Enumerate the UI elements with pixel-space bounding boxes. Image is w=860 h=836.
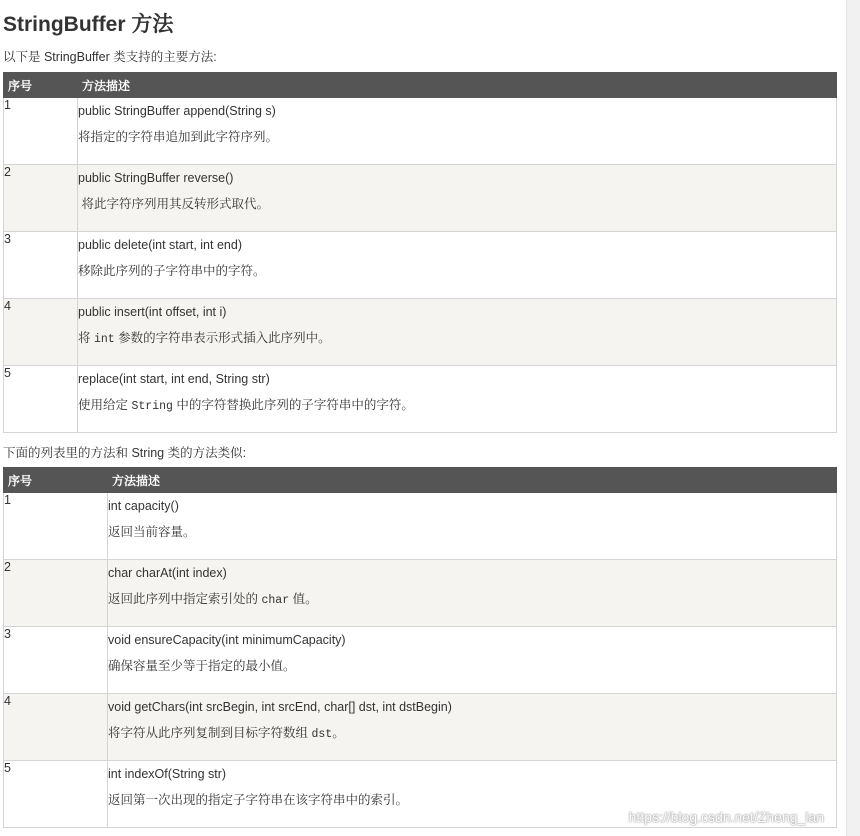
method-note-text: 值。 bbox=[289, 592, 318, 606]
method-description-cell bbox=[108, 694, 837, 761]
method-note-text: 中的字符替换此序列的子字符串中的字符。 bbox=[172, 398, 414, 412]
row-number: 2 bbox=[4, 560, 108, 627]
method-description-cell bbox=[78, 165, 837, 232]
method-note-text: 使用给定 bbox=[78, 398, 132, 412]
table-row bbox=[4, 232, 837, 299]
row-number: 5 bbox=[4, 366, 78, 433]
table-row bbox=[4, 98, 837, 165]
method-signature: public StringBuffer append(String s) bbox=[78, 104, 276, 118]
method-note-text: 移除此序列的子字符串中的字符。 bbox=[78, 264, 266, 278]
column-header-number: 序号 bbox=[4, 468, 108, 493]
row-number: 1 bbox=[4, 493, 108, 560]
table-row bbox=[4, 627, 837, 694]
inline-code: dst bbox=[311, 728, 333, 741]
method-description-cell bbox=[108, 493, 837, 560]
row-number: 3 bbox=[4, 627, 108, 694]
row-number: 3 bbox=[4, 232, 78, 299]
method-description-cell bbox=[78, 98, 837, 165]
method-description-cell bbox=[108, 560, 837, 627]
row-number: 2 bbox=[4, 165, 78, 232]
method-signature: char charAt(int index) bbox=[108, 566, 227, 580]
method-note-text: 返回当前容量。 bbox=[108, 525, 196, 539]
method-note bbox=[78, 124, 836, 150]
method-description-cell bbox=[78, 299, 837, 366]
method-note bbox=[108, 586, 836, 614]
column-header-description: 方法描述 bbox=[108, 468, 837, 493]
method-note-text: 将此字符序列用其反转形式取代。 bbox=[78, 197, 269, 211]
method-signature: public insert(int offset, int i) bbox=[78, 305, 227, 319]
inline-code: char bbox=[261, 594, 290, 607]
column-header-description: 方法描述 bbox=[78, 73, 837, 98]
method-description-cell bbox=[78, 366, 837, 433]
row-number: 1 bbox=[4, 98, 78, 165]
method-note-text: 确保容量至少等于指定的最小值。 bbox=[108, 659, 296, 673]
intro-text-2: 下面的列表里的方法和 String 类的方法类似: bbox=[3, 446, 247, 460]
inline-code: int bbox=[93, 333, 115, 346]
method-description-cell bbox=[108, 627, 837, 694]
method-note-text: 。 bbox=[332, 726, 345, 740]
method-signature: int indexOf(String str) bbox=[108, 767, 227, 781]
method-note-text: 参数的字符串表示形式插入此序列中。 bbox=[114, 331, 331, 345]
method-note bbox=[78, 191, 836, 217]
method-note bbox=[78, 325, 836, 353]
inline-code: String bbox=[131, 400, 173, 413]
table-row bbox=[4, 493, 837, 560]
intro-text-1: 以下是 StringBuffer 类支持的主要方法: bbox=[3, 50, 217, 64]
method-note-text: 返回此序列中指定索引处的 bbox=[108, 592, 262, 606]
method-note bbox=[78, 258, 836, 284]
method-note bbox=[108, 519, 836, 545]
watermark: https://blog.csdn.net/Zheng_lan bbox=[628, 809, 824, 825]
method-signature: replace(int start, int end, String str) bbox=[78, 372, 270, 386]
method-note-text: 将字符从此序列复制到目标字符数组 bbox=[108, 726, 312, 740]
table-header-row bbox=[4, 468, 837, 493]
table-row bbox=[4, 560, 837, 627]
table-header-row bbox=[4, 73, 837, 98]
method-note bbox=[108, 720, 836, 748]
method-signature: public StringBuffer reverse() bbox=[78, 171, 234, 185]
method-note bbox=[108, 653, 836, 679]
method-signature: public delete(int start, int end) bbox=[78, 238, 242, 252]
method-note bbox=[78, 392, 836, 420]
table-row bbox=[4, 165, 837, 232]
methods-table-1 bbox=[3, 72, 837, 433]
vertical-scrollbar[interactable] bbox=[846, 0, 860, 836]
method-signature: int capacity() bbox=[108, 499, 179, 513]
column-header-number: 序号 bbox=[4, 73, 78, 98]
method-note-text: 将 bbox=[78, 331, 94, 345]
table-row bbox=[4, 694, 837, 761]
method-description-cell bbox=[78, 232, 837, 299]
method-note-text: 将指定的字符串追加到此字符序列。 bbox=[78, 130, 279, 144]
method-signature: void getChars(int srcBegin, int srcEnd, char[] dst, int dstBegin) bbox=[108, 700, 452, 714]
page-title: StringBuffer 方法 bbox=[3, 13, 174, 36]
row-number: 5 bbox=[4, 761, 108, 828]
method-signature: void ensureCapacity(int minimumCapacity) bbox=[108, 633, 346, 647]
row-number: 4 bbox=[4, 299, 78, 366]
table-row bbox=[4, 299, 837, 366]
methods-table-2 bbox=[3, 467, 837, 828]
method-note-text: 返回第一次出现的指定子字符串在该字符串中的索引。 bbox=[108, 793, 409, 807]
row-number: 4 bbox=[4, 694, 108, 761]
table-row bbox=[4, 366, 837, 433]
